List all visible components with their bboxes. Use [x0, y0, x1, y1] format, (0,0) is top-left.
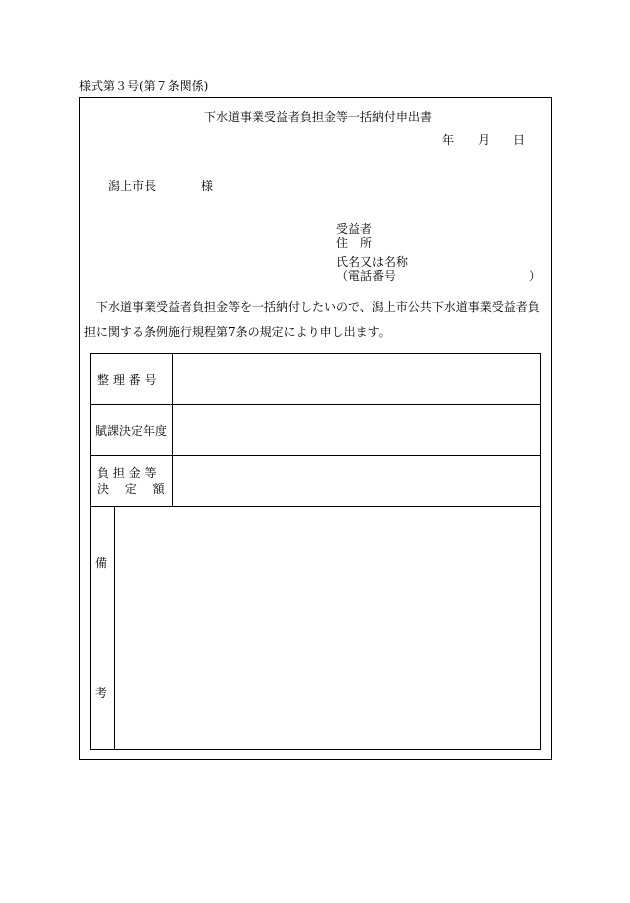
applicant-name-label: 氏名又は名称	[336, 255, 409, 269]
table-row-divider	[91, 506, 540, 507]
application-table	[90, 353, 541, 750]
date-day-label: 日	[513, 133, 526, 147]
applicant-address-label: 住 所	[336, 236, 373, 250]
reference-number-label: 整 理 番 号	[97, 373, 157, 387]
applicant-phone-close: ）	[529, 269, 542, 283]
applicant-heading: 受益者	[336, 222, 373, 236]
applicant-phone-label: （電話番号	[336, 269, 397, 283]
addressee-honorific: 様	[201, 179, 214, 193]
remarks-label-char2: 考	[95, 686, 108, 700]
assessment-year-label: 賦課決定年度	[95, 424, 168, 438]
remarks-label-char1: 備	[95, 556, 108, 570]
application-statement: 下水道事業受益者負担金等を一括納付したいので、潟上市公共下水道事業受益者負担に関する条例施行規程第7条の規定により申し出ます。	[84, 300, 540, 339]
form-title: 下水道事業受益者負担金等一括納付申出書	[204, 110, 433, 124]
addressee-name: 潟上市長	[108, 179, 157, 193]
date-month-label: 月	[478, 133, 491, 147]
form-number: 様式第３号(第７条関係)	[79, 79, 209, 93]
table-row-divider	[91, 455, 540, 456]
charge-amount-label-line2: 決 定 額	[97, 482, 165, 496]
table-row-divider	[91, 404, 540, 405]
charge-amount-label-line1: 負 担 金 等	[97, 466, 157, 480]
remarks-column-divider	[114, 506, 115, 749]
date-year-label: 年	[442, 133, 455, 147]
table-column-divider	[172, 354, 173, 506]
